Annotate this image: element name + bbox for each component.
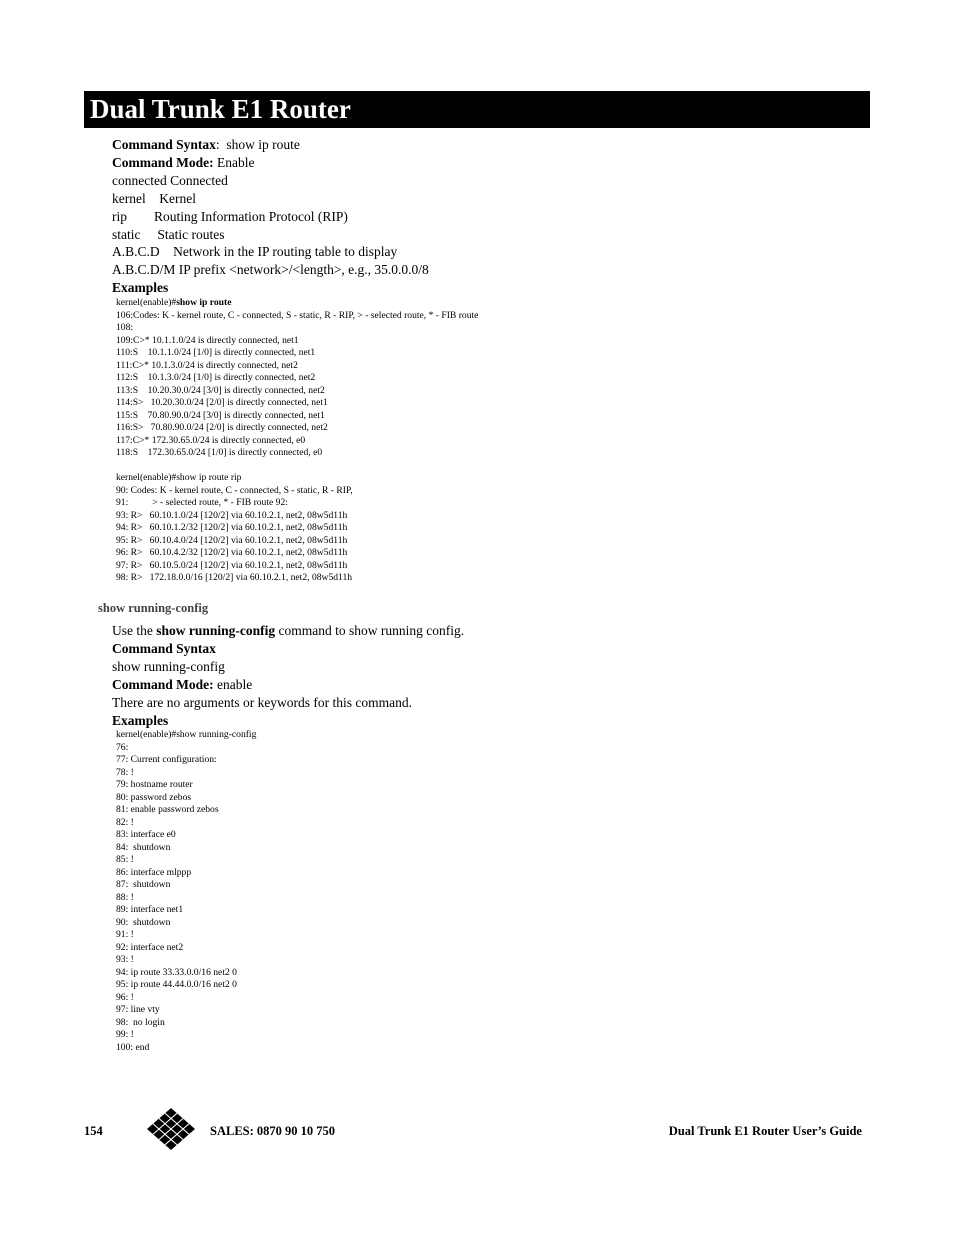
section-show-running-config [112, 622, 464, 729]
code-line: 77: Current configuration: [116, 754, 217, 765]
param-line: connected Connected [112, 172, 228, 188]
syntax-line: Command Syntax: show ip route [112, 137, 300, 152]
syntax-label: Command Syntax [112, 640, 216, 656]
code-line: 93: R> 60.10.1.0/24 [120/2] via 60.10.2.1, net2, 08w5d11h [116, 509, 348, 521]
code-line: 79: hostname router [116, 779, 193, 790]
code-line: 84: shutdown [116, 841, 171, 853]
param-line: A.B.C.D/M IP prefix <network>/<length>, e.g., 35.0.0.0/8 [112, 262, 429, 278]
code-line: 112:S 10.1.3.0/24 [1/0] is directly connected, net2 [116, 372, 316, 383]
examples-label: Examples [112, 712, 169, 728]
code-line: 76: [116, 741, 129, 753]
code-line: 117:C>* 172.30.65.0/24 is directly connected, e0 [116, 434, 306, 446]
param-line: rip Routing Information Protocol (RIP) [112, 208, 348, 224]
code-line: 94: R> 60.10.1.2/32 [120/2] via 60.10.2.1, net2, 08w5d11h [116, 522, 348, 533]
page-number: 154 [84, 1124, 103, 1138]
code-line: 94: ip route 33.33.0.0/16 net2 0 [116, 966, 237, 978]
code-block-running-config [116, 729, 256, 1054]
code-line [116, 460, 478, 473]
code-line: 85: ! [116, 854, 134, 865]
sales-phone: SALES: 0870 90 10 750 [210, 1124, 336, 1138]
code-line: kernel(enable)#show running-config [116, 729, 257, 740]
code-line: 87: shutdown [116, 879, 171, 890]
mode-line: Command Mode: enable [112, 676, 253, 692]
code-line: 90: shutdown [116, 916, 171, 928]
code-line: 111:C>* 10.1.3.0/24 is directly connected, net2 [116, 359, 298, 371]
code-line: 86: interface mlppp [116, 866, 192, 878]
code-line: 97: R> 60.10.5.0/24 [120/2] via 60.10.2.1, net2, 08w5d11h [116, 559, 348, 571]
code-line: 80: password zebos [116, 791, 192, 803]
code-line: 96: R> 60.10.4.2/32 [120/2] via 60.10.2.1, net2, 08w5d11h [116, 547, 348, 558]
code-line: 83: interface e0 [116, 829, 176, 840]
no-args-line: There are no arguments or keywords for this command. [112, 694, 413, 710]
code-line: 89: interface net1 [116, 904, 184, 915]
code-line: 96: ! [116, 991, 134, 1003]
code-line: 108: [116, 322, 134, 333]
syntax-value: show running-config [112, 658, 225, 674]
code-line: 95: ip route 44.44.0.0/16 net2 0 [116, 979, 237, 990]
code-line: 98: no login [116, 1016, 165, 1028]
code-line: 81: enable password zebos [116, 804, 219, 815]
section-heading-show-running-config: show running-config [98, 601, 209, 615]
code-line: 92: interface net2 [116, 941, 184, 953]
code-block-ip-route [116, 297, 478, 585]
code-line: 78: ! [116, 766, 134, 778]
mode-line: Command Mode: Enable [112, 154, 255, 170]
section-show-ip-route [112, 136, 429, 297]
code-line: 97: line vty [116, 1004, 160, 1015]
code-line: 109:C>* 10.1.1.0/24 is directly connected, net1 [116, 334, 299, 346]
code-line: 118:S 172.30.65.0/24 [1/0] is directly connected, e0 [116, 447, 323, 458]
code-line: 116:S> 70.80.90.0/24 [2/0] is directly connected, net2 [116, 422, 328, 433]
examples-label: Examples [112, 280, 169, 296]
code-line: 91: > - selected route, * - FIB route 92: [116, 497, 288, 508]
code-line: 100: end [116, 1041, 150, 1053]
code-line: 114:S> 10.20.30.0/24 [2/0] is directly connected, net1 [116, 397, 328, 408]
param-line: static Static routes [112, 226, 225, 242]
code-line: 93: ! [116, 954, 134, 965]
code-line: 88: ! [116, 891, 134, 903]
diamond-grid-logo-icon [147, 1108, 195, 1150]
code-line: kernel(enable)#show ip route [116, 297, 232, 308]
code-line: kernel(enable)#show ip route rip [116, 472, 242, 483]
code-line: 91: ! [116, 929, 134, 940]
intro-line: Use the show running-config command to show running config. [112, 623, 465, 638]
code-line: 95: R> 60.10.4.0/24 [120/2] via 60.10.2.1, net2, 08w5d11h [116, 534, 348, 546]
code-line: 115:S 70.80.90.0/24 [3/0] is directly connected, net1 [116, 409, 325, 421]
code-line: 106:Codes: K - kernel route, C - connected, S - static, R - RIP, > - selected route, * - FIB route [116, 309, 479, 321]
param-line: kernel Kernel [112, 190, 196, 206]
code-line: 82: ! [116, 816, 134, 828]
guide-title: Dual Trunk E1 Router User’s Guide [668, 1124, 862, 1138]
param-line: A.B.C.D Network in the IP routing table to display [112, 244, 398, 260]
code-line: 110:S 10.1.1.0/24 [1/0] is directly connected, net1 [116, 347, 316, 358]
page-title: Dual Trunk E1 Router [84, 91, 870, 128]
code-line: 90: Codes: K - kernel route, C - connected, S - static, R - RIP, [116, 484, 353, 496]
code-line: 99: ! [116, 1029, 134, 1040]
code-line: 113:S 10.20.30.0/24 [3/0] is directly connected, net2 [116, 384, 325, 396]
code-line: 98: R> 172.18.0.0/16 [120/2] via 60.10.2.1, net2, 08w5d11h [116, 572, 353, 583]
